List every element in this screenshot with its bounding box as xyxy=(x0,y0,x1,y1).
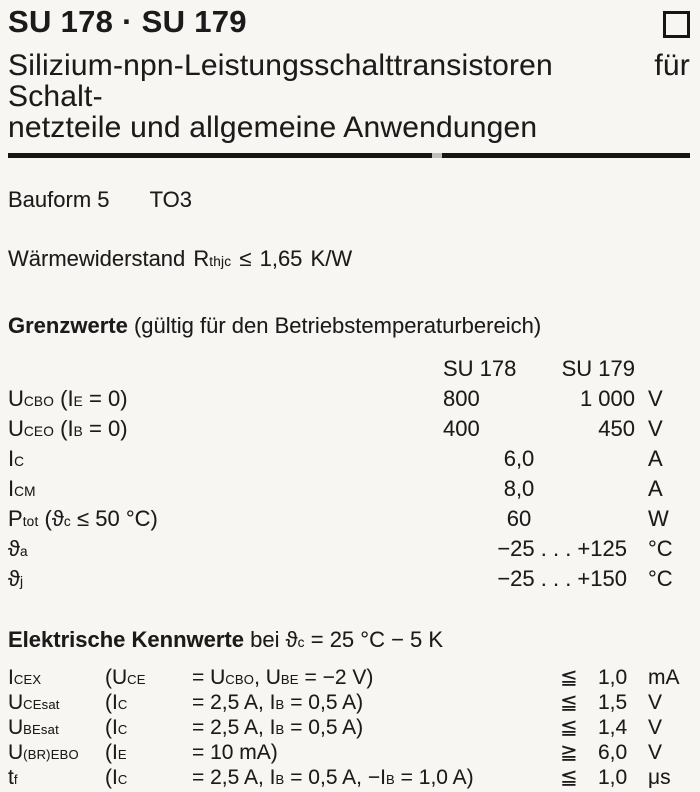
relation-symbol: ≧ xyxy=(560,741,578,764)
table-row-ic xyxy=(8,444,690,474)
condition-left: (IC xyxy=(105,766,128,789)
condition-right: = UCBO, UBE = −2 V) xyxy=(192,666,374,689)
row-unit: W xyxy=(648,506,669,531)
row-value: 1,0 xyxy=(598,666,628,689)
condition-right: = 2,5 A, IB = 0,5 A, −IB = 1,0 A) xyxy=(192,766,474,789)
row-value: 1,0 xyxy=(598,766,628,789)
table-row-ptot xyxy=(8,504,690,534)
row-unit: V xyxy=(648,691,663,714)
row-unit: V xyxy=(648,386,663,411)
limits-table xyxy=(8,354,690,594)
bauform-line xyxy=(8,187,690,213)
table-row-ubrebo xyxy=(8,740,690,765)
relation-symbol: ≦ xyxy=(560,716,578,739)
row-label: UCEO (IB = 0) xyxy=(8,416,128,441)
relation-symbol: ≦ xyxy=(560,666,578,689)
limits-heading xyxy=(8,313,690,339)
row-label: ϑa xyxy=(8,536,28,561)
value-su178: 800 xyxy=(443,386,480,411)
title-bar xyxy=(8,6,690,44)
column-header-su179: SU 179 xyxy=(561,356,635,381)
value-su179: 450 xyxy=(598,416,635,441)
table-row-tf xyxy=(8,765,690,790)
row-unit: A xyxy=(648,476,663,501)
table-row-ucesat xyxy=(8,690,690,715)
row-symbol: ICEX xyxy=(8,666,42,689)
table-row-icm xyxy=(8,474,690,504)
limits-heading-bold: Grenzwerte xyxy=(8,313,128,338)
shared-value: 8,0 xyxy=(503,476,535,501)
electrical-heading-bold: Elektrische Kennwerte xyxy=(8,627,244,652)
value-su179: 1 000 xyxy=(579,386,635,411)
thermal-resistance-line: Wärmewiderstand Rthjc ≤ 1,65 K/W xyxy=(8,246,353,271)
row-unit: V xyxy=(648,416,663,441)
electrical-heading-rest: bei ϑc = 25 °C − 5 K xyxy=(243,627,444,652)
condition-right: = 2,5 A, IB = 0,5 A) xyxy=(192,716,364,739)
relation-symbol: ≦ xyxy=(560,691,578,714)
row-label: UCBO (IE = 0) xyxy=(8,386,128,411)
row-label: ϑj xyxy=(8,566,24,591)
condition-left: (IE xyxy=(105,741,127,764)
condition-right: = 10 mA) xyxy=(192,741,278,764)
electrical-heading xyxy=(8,627,690,653)
table-row-uceo xyxy=(8,414,690,444)
row-value: 6,0 xyxy=(598,741,628,764)
condition-right: = 2,5 A, IB = 0,5 A) xyxy=(192,691,364,714)
shared-value: 6,0 xyxy=(503,446,535,471)
limits-header-row xyxy=(8,354,690,384)
row-label: IC xyxy=(8,446,25,471)
row-unit: A xyxy=(648,446,663,471)
divider-rule xyxy=(8,153,690,158)
row-unit: V xyxy=(648,741,663,764)
relation-symbol: ≦ xyxy=(560,766,578,789)
limits-heading-rest: (gültig für den Betriebstemperaturbereich) xyxy=(127,313,542,338)
condition-left: (IC xyxy=(105,716,128,739)
page-title: SU 178 · SU 179 xyxy=(8,4,247,39)
package-label: TO3 xyxy=(149,187,193,212)
range-value: −25 . . . +125 xyxy=(497,536,627,561)
condition-left: (IC xyxy=(105,691,128,714)
row-unit: °C xyxy=(648,566,673,591)
electrical-table xyxy=(8,665,690,790)
subtitle xyxy=(8,50,690,143)
row-unit: mA xyxy=(648,666,680,689)
row-label: Ptot (ϑc ≤ 50 °C) xyxy=(8,506,158,531)
row-symbol: tf xyxy=(8,766,18,789)
value-su178: 400 xyxy=(443,416,480,441)
table-row-theta-j xyxy=(8,564,690,594)
corner-square-mark xyxy=(663,11,690,38)
row-unit: V xyxy=(648,716,663,739)
row-label: ICM xyxy=(8,476,36,501)
row-value: 1,5 xyxy=(598,691,628,714)
bauform-label: Bauform 5 xyxy=(8,187,110,212)
row-unit: μs xyxy=(648,766,671,789)
row-symbol: UCEsat xyxy=(8,691,60,714)
shared-value: 60 xyxy=(506,506,532,531)
row-unit: °C xyxy=(648,536,673,561)
table-row-ubesat xyxy=(8,715,690,740)
row-symbol: U(BR)EBO xyxy=(8,741,79,764)
row-value: 1,4 xyxy=(598,716,628,739)
row-symbol: UBEsat xyxy=(8,716,59,739)
table-row-theta-a xyxy=(8,534,690,564)
table-row-ucbo xyxy=(8,384,690,414)
range-value: −25 . . . +150 xyxy=(497,566,627,591)
subtitle-line2: netzteile und allgemeine Anwendungen xyxy=(8,111,538,144)
subtitle-line1: Silizium-npn-Leistungsschalttransistoren für Schalt- xyxy=(8,49,690,113)
table-row-icex xyxy=(8,665,690,690)
condition-left: (UCE xyxy=(105,666,146,689)
column-header-su178: SU 178 xyxy=(443,356,517,381)
